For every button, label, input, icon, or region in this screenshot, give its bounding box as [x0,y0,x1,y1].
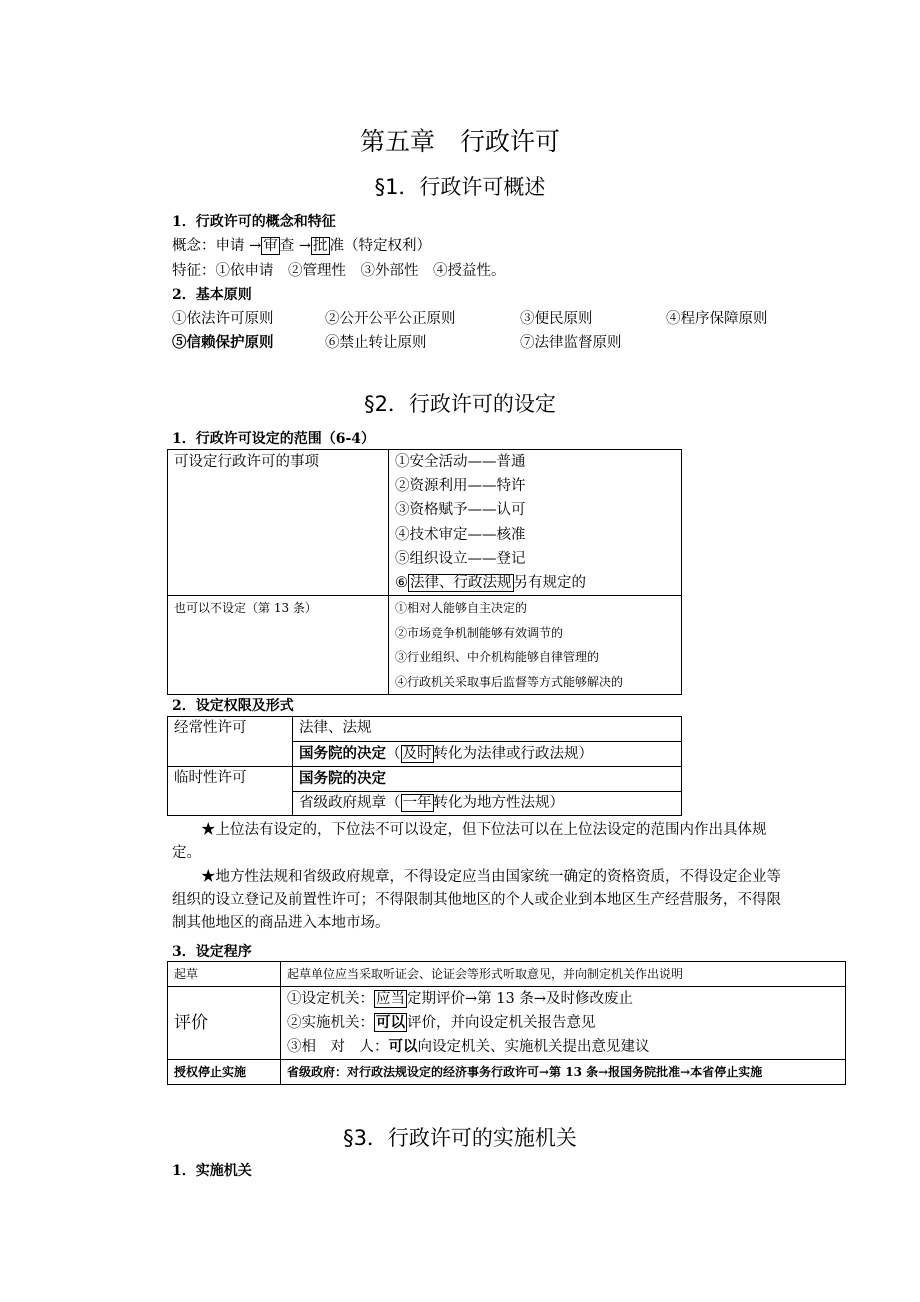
scope-item-6-num: ⑥ [395,575,408,592]
eval-1-subject: ①设定机关： [287,991,374,1007]
chapter-title: 第五章 行政许可 [359,127,560,156]
concept-label: 概念： [172,238,216,254]
scope-item: ③资格赋予——认可 [395,502,526,519]
scope-item: ②资源利用——特许 [395,478,526,495]
scope-item-6 [395,571,675,595]
regular-source-2 [293,741,682,767]
section-2-title: §2．行政许可的设定 [364,392,556,416]
note-2: ★地方性法规和省级政府规章，不得设定应当由国家统一确定的资格资质，不得设定企业等组织的设立登记及前置性许可；不得限制其他地区的个人或企业到本地区生产经营服务，不得限制其他地区的商品进入本地市场。 [172,869,781,931]
scope-item-6-rest: 另有规定的 [513,575,586,592]
scope-item: ④技术审定——核准 [395,526,526,543]
concept-approve-box: 批 [313,238,328,254]
may-box: 可以 [376,1014,405,1031]
s1-heading-2: 2．基本原则 [172,287,252,303]
arrow-2: → [298,238,312,254]
procedure-table [167,961,846,1085]
features-line: 特征：①依申请 ②管理性 ③外部性 ④授益性。 [172,263,506,279]
s2-heading-3: 3．设定程序 [172,944,252,960]
may-text: 可以 [388,1038,418,1055]
scope-optional-items [389,596,682,695]
state-council-decision: 国务院的决定 [299,744,386,762]
section-1-title: §1．行政许可概述 [374,175,546,199]
paren: （ [386,745,401,762]
regular-source-2-rest: 转化为法律或行政法规） [433,745,593,762]
eval-2-rest: 评价，并向设定机关报告意见 [407,1015,596,1031]
temporary-source-1: 国务院的决定 [293,767,682,792]
draft-label: 起草 [168,962,281,987]
s1-heading-1: 1．行政许可的概念和特征 [172,214,336,230]
optional-item: ④行政机关采取事后监督等方式能够解决的 [395,674,624,689]
concept-review-rest: 查 [279,238,295,254]
scope-settable-label: 可设定行政许可的事项 [168,450,389,596]
eval-item-3 [287,1035,839,1059]
principle-3: ③便民原则 [520,311,593,327]
section-3-title: §3．行政许可的实施机关 [343,1126,577,1150]
one-year-box: 一年 [402,794,432,811]
concept-review-box: 审 [263,238,278,254]
concept-line [172,234,431,255]
eval-item-2 [287,1011,839,1035]
scope-item: ①安全活动——普通 [395,454,526,470]
s2-heading-2: 2．设定权限及形式 [172,698,294,714]
principle-6: ⑥禁止转让原则 [325,335,427,351]
eval-2-subject: ②实施机关： [287,1015,374,1031]
evaluation-items [281,987,846,1060]
stop-label: 授权停止实施 [168,1060,281,1085]
optional-item: ①相对人能够自主决定的 [395,601,528,616]
eval-3-subject: ③相 对 人： [287,1039,389,1055]
principle-4: ④程序保障原则 [666,311,768,327]
optional-item: ②市场竞争机制能够有效调节的 [395,625,564,640]
principle-5: ⑤信赖保护原则 [172,334,274,351]
eval-item-1 [287,987,839,1011]
scope-optional-label: 也可以不设定（第 13 条） [168,596,389,695]
scope-settable-items [389,450,682,596]
concept-approve-rest: 准（特定权利） [329,238,432,254]
draft-text: 起草单位应当采取听证会、论证会等形式听取意见，并向制定机关作出说明 [281,962,846,987]
optional-item: ③行业组织、中介机构能够自律管理的 [395,650,600,665]
temporary-source-2 [293,791,682,816]
authority-table [167,716,682,816]
s3-heading-1: 1．实施机关 [172,1163,252,1179]
s2-heading-1: 1．行政许可设定的范围（6-4） [172,431,376,447]
note-1: ★上位法有设定的，下位法不可以设定，但下位法可以在上位法设定的范围内作出具体规定。 [172,822,767,861]
principle-7: ⑦法律监督原则 [520,335,622,351]
should-box: 应当 [376,991,405,1007]
arrow-1: → [249,238,262,254]
scope-item-6-box: 法律、行政法规 [410,575,512,592]
principle-1: ①依法许可原则 [172,311,274,327]
temporary-source-2-rest: 转化为地方性法规） [433,794,564,811]
timely-box: 及时 [402,745,432,762]
eval-1-rest: 定期评价→第 13 条→及时修改废止 [407,991,633,1007]
principle-2: ②公开公平公正原则 [325,311,456,327]
provincial-rules: 省级政府规章（ [299,794,401,811]
evaluation-label: 评价 [168,987,281,1060]
concept-apply: 申请 [215,238,245,254]
scope-table [167,449,682,695]
temporary-permit-label: 临时性许可 [168,767,293,816]
regular-permit-label: 经常性许可 [168,717,293,767]
stop-text: 省级政府：对行政法规设定的经济事务行政许可→第 13 条→报国务院批准→本省停止实施 [281,1060,846,1085]
scope-item: ⑤组织设立——登记 [395,550,526,567]
eval-3-rest: 向设定机关、实施机关提出意见建议 [417,1039,650,1055]
regular-source-1: 法律、法规 [293,717,682,742]
